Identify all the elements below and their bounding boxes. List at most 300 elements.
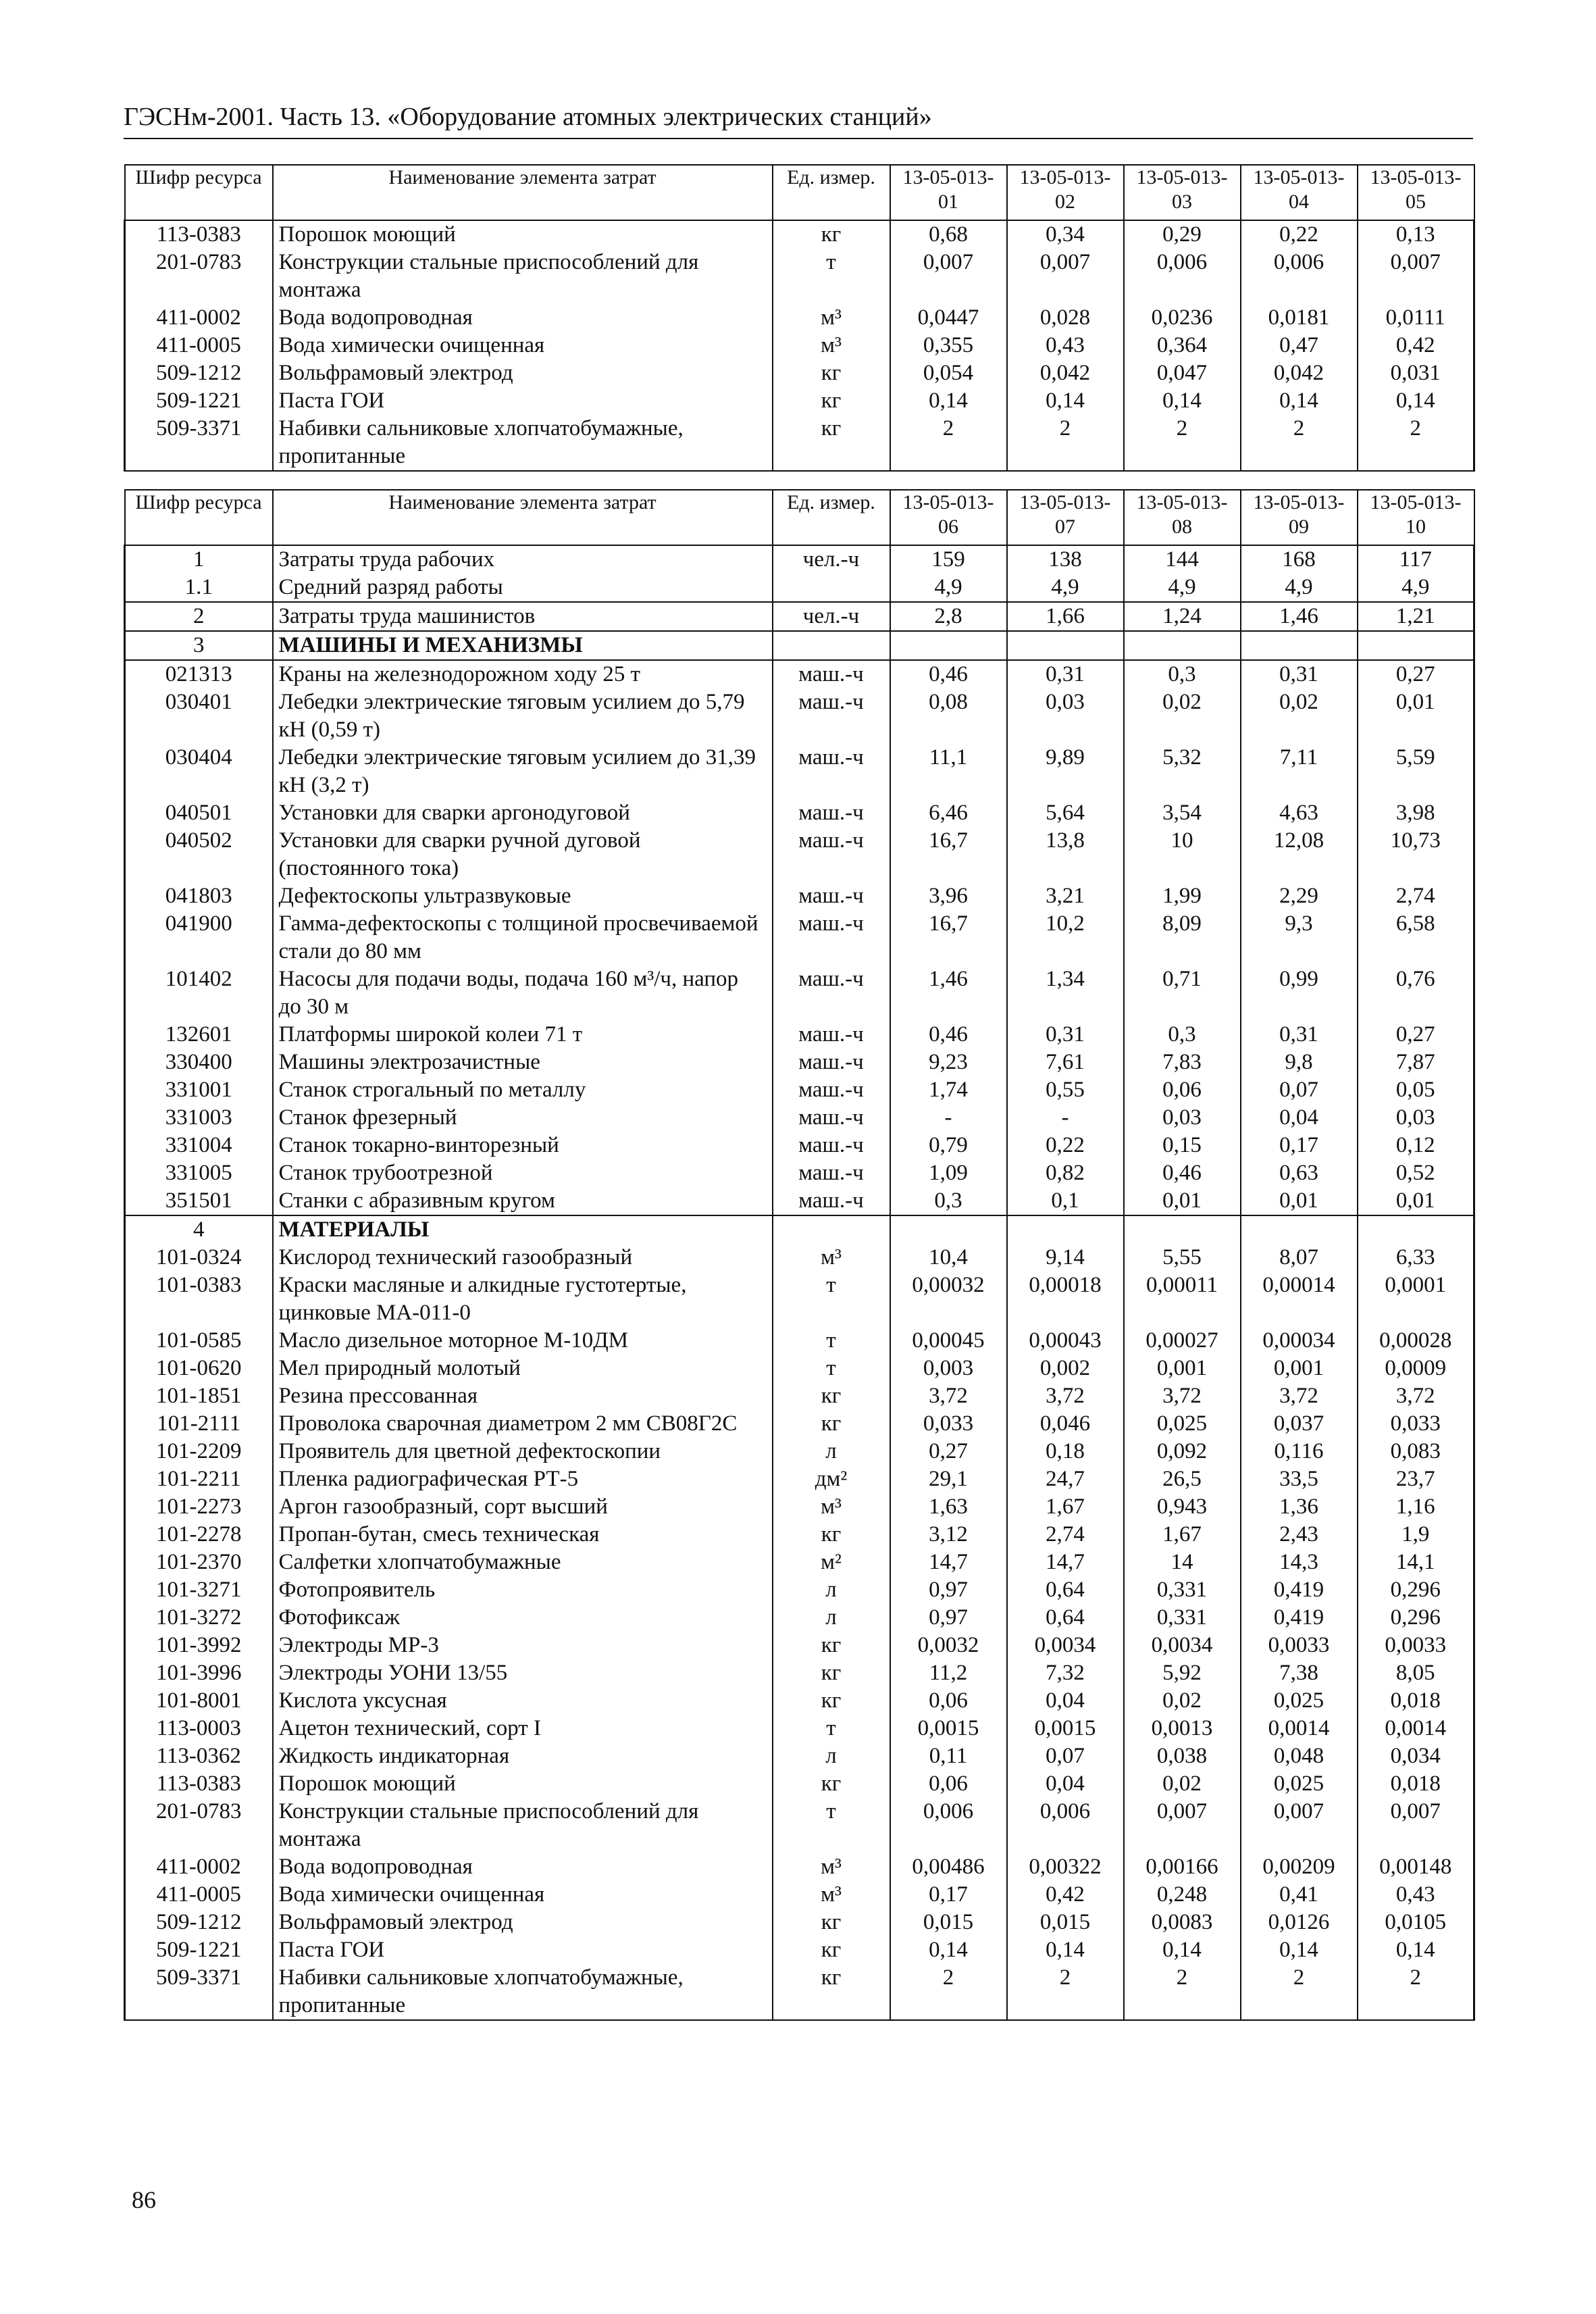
cell-value: 10,2 <box>1007 910 1124 965</box>
cell-value: 0,41 <box>1241 1881 1358 1909</box>
table-row <box>125 304 1474 332</box>
cell-name: Порошок моющий <box>273 220 773 249</box>
cell-unit: т <box>773 1272 890 1327</box>
cell-value: 0,68 <box>890 220 1007 249</box>
cell-code: 351501 <box>125 1187 273 1215</box>
cell-name: Дефектоскопы ультразвуковые <box>273 882 773 910</box>
column-header-name: Наименование элемента затрат <box>273 165 773 220</box>
table-row <box>125 1604 1474 1632</box>
cell-value: 2,29 <box>1241 882 1358 910</box>
cell-value: 0,82 <box>1007 1159 1124 1187</box>
cell-value: 0,00486 <box>890 1853 1007 1881</box>
cell-value: 0,04 <box>1241 1104 1358 1132</box>
cell-value: 0,46 <box>1124 1159 1241 1187</box>
cell-name: Лебедки электрические тяговым усилием до 31,39 кН (3,2 т) <box>273 744 773 799</box>
table-row <box>125 1549 1474 1576</box>
cell-value: 1,24 <box>1124 602 1241 631</box>
cell-value: 2 <box>890 415 1007 471</box>
table-row <box>125 1410 1474 1438</box>
cell-value: 0,14 <box>1358 387 1474 415</box>
cell-name: Краны на железнодорожном ходу 25 т <box>273 660 773 688</box>
cell-unit: м³ <box>773 304 890 332</box>
cell-value: 0,943 <box>1124 1493 1241 1521</box>
cell-value: 0,0015 <box>1007 1715 1124 1742</box>
column-header-code: Шифр ресурса <box>125 165 273 220</box>
cell-value: 8,07 <box>1241 1244 1358 1272</box>
cell-value: 14,3 <box>1241 1549 1358 1576</box>
cell-value: 0,14 <box>890 387 1007 415</box>
cell-value: 0,02 <box>1124 688 1241 744</box>
cell-code: 030401 <box>125 688 273 744</box>
cell-code: 101-2211 <box>125 1465 273 1493</box>
cell-code: 411-0005 <box>125 332 273 359</box>
cell-unit: кг <box>773 1382 890 1410</box>
section-row <box>125 631 1474 660</box>
cell-code: 509-3371 <box>125 415 273 471</box>
column-header-norm: 13-05-013-09 <box>1241 490 1358 545</box>
cell-value: 0,04 <box>1007 1770 1124 1798</box>
cell-code: 331005 <box>125 1159 273 1187</box>
cell-name: Станок фрезерный <box>273 1104 773 1132</box>
cell-value: 0,0032 <box>890 1632 1007 1659</box>
cell-code: 101-2209 <box>125 1438 273 1465</box>
table-row <box>125 1521 1474 1549</box>
cell-value: 0,003 <box>890 1355 1007 1382</box>
cell-value: 0,06 <box>890 1770 1007 1798</box>
cell-value: 0,001 <box>1124 1355 1241 1382</box>
cell-name: Насосы для подачи воды, подача 160 м³/ч, напор до 30 м <box>273 965 773 1021</box>
cell-value: 1,67 <box>1007 1493 1124 1521</box>
cell-value: 0,22 <box>1241 220 1358 249</box>
cell-value: 0,355 <box>890 332 1007 359</box>
cell-value: 0,0001 <box>1358 1272 1474 1327</box>
table-row <box>125 1438 1474 1465</box>
cell-code: 509-1221 <box>125 387 273 415</box>
cell-value: 0,55 <box>1007 1076 1124 1104</box>
cell-value: 29,1 <box>890 1465 1007 1493</box>
cell-value: 2 <box>1124 415 1241 471</box>
cell-value: 1,36 <box>1241 1493 1358 1521</box>
cell-unit: м³ <box>773 1493 890 1521</box>
cell-name: Вода химически очищенная <box>273 1881 773 1909</box>
cell-unit: кг <box>773 1770 890 1798</box>
cell-value: 0,00322 <box>1007 1853 1124 1881</box>
cell-value: 5,59 <box>1358 744 1474 799</box>
cell-code: 113-0362 <box>125 1742 273 1770</box>
cell-value: 0,042 <box>1241 359 1358 387</box>
cell-value: 0,3 <box>1124 1021 1241 1049</box>
table-row <box>125 545 1474 574</box>
cell-value: 2 <box>1241 415 1358 471</box>
cell-code: 030404 <box>125 744 273 799</box>
cell-unit: т <box>773 1327 890 1355</box>
cell-code: 113-0003 <box>125 1715 273 1742</box>
cell-value: 0,001 <box>1241 1355 1358 1382</box>
cell-value: 0,116 <box>1241 1438 1358 1465</box>
cell-value: 0,05 <box>1358 1076 1474 1104</box>
cell-value: 7,83 <box>1124 1049 1241 1076</box>
table-row <box>125 1272 1474 1327</box>
cell-value: 0,01 <box>1358 688 1474 744</box>
cell-value: 1,74 <box>890 1076 1007 1104</box>
cell-value: 9,14 <box>1007 1244 1124 1272</box>
table-row <box>125 1770 1474 1798</box>
table-row <box>125 1936 1474 1964</box>
cell-unit: чел.-ч <box>773 545 890 574</box>
cell-value <box>890 631 1007 660</box>
cell-name: Масло дизельное моторное М-10ДМ <box>273 1327 773 1355</box>
cell-value: 0,43 <box>1358 1881 1474 1909</box>
cell-name: Пропан-бутан, смесь техническая <box>273 1521 773 1549</box>
cell-value: 0,27 <box>890 1438 1007 1465</box>
table-row <box>125 1576 1474 1604</box>
cell-name: Порошок моющий <box>273 1770 773 1798</box>
cell-value: 0,01 <box>1358 1187 1474 1215</box>
cell-value: 0,17 <box>1241 1132 1358 1159</box>
table-row <box>125 415 1474 471</box>
table-row <box>125 359 1474 387</box>
cell-value: 6,33 <box>1358 1244 1474 1272</box>
cell-value: 7,87 <box>1358 1049 1474 1076</box>
table-row <box>125 1742 1474 1770</box>
cell-value: 0,0014 <box>1358 1715 1474 1742</box>
cell-value: 0,42 <box>1358 332 1474 359</box>
cell-value: 0,76 <box>1358 965 1474 1021</box>
cell-value: 2 <box>1358 1964 1474 2020</box>
cell-value: 0,3 <box>1124 660 1241 688</box>
cell-value: 4,9 <box>1241 574 1358 602</box>
cell-value: 14 <box>1124 1549 1241 1576</box>
cell-value: 0,042 <box>1007 359 1124 387</box>
cell-value: 26,5 <box>1124 1465 1241 1493</box>
page-number: 86 <box>132 2186 156 2213</box>
cell-unit: маш.-ч <box>773 688 890 744</box>
cell-value: 0,0126 <box>1241 1909 1358 1936</box>
cell-value: 0,0015 <box>890 1715 1007 1742</box>
table-row <box>125 1493 1474 1521</box>
cell-value <box>890 1215 1007 1244</box>
cell-value: 2,8 <box>890 602 1007 631</box>
cell-value <box>1007 1215 1124 1244</box>
cell-name: Вольфрамовый электрод <box>273 359 773 387</box>
cell-value: 0,13 <box>1358 220 1474 249</box>
cell-value: 0,02 <box>1124 1687 1241 1715</box>
cell-value: 0,033 <box>890 1410 1007 1438</box>
cell-value: 0,27 <box>1358 660 1474 688</box>
cell-unit: л <box>773 1604 890 1632</box>
cell-value: 7,38 <box>1241 1659 1358 1687</box>
cell-unit: кг <box>773 1659 890 1687</box>
cell-value: 7,11 <box>1241 744 1358 799</box>
cell-value: 0,42 <box>1007 1881 1124 1909</box>
cell-name: Платформы широкой колеи 71 т <box>273 1021 773 1049</box>
cell-value: 0,0014 <box>1241 1715 1358 1742</box>
cell-value: 8,09 <box>1124 910 1241 965</box>
cell-value: 6,58 <box>1358 910 1474 965</box>
cell-name: Кислород технический газообразный <box>273 1244 773 1272</box>
cell-value: 0,037 <box>1241 1410 1358 1438</box>
cell-value: 0,31 <box>1007 1021 1124 1049</box>
cell-value: 0,03 <box>1124 1104 1241 1132</box>
cell-unit: маш.-ч <box>773 660 890 688</box>
cell-value: 0,038 <box>1124 1742 1241 1770</box>
cell-code: 509-1212 <box>125 1909 273 1936</box>
cell-value: 0,08 <box>890 688 1007 744</box>
cell-value: - <box>1007 1104 1124 1132</box>
cell-name: Электроды МР-3 <box>273 1632 773 1659</box>
cell-value: - <box>890 1104 1007 1132</box>
cell-value: 33,5 <box>1241 1465 1358 1493</box>
cell-value: 0,296 <box>1358 1576 1474 1604</box>
cell-value: 0,06 <box>890 1687 1007 1715</box>
cell-value: 0,031 <box>1358 359 1474 387</box>
cell-value <box>1241 631 1358 660</box>
cell-value: 0,03 <box>1007 688 1124 744</box>
cell-code: 101-3996 <box>125 1659 273 1687</box>
cell-value: 1,63 <box>890 1493 1007 1521</box>
cell-name: Затраты труда машинистов <box>273 602 773 631</box>
cell-unit: чел.-ч <box>773 602 890 631</box>
cell-value: 0,00148 <box>1358 1853 1474 1881</box>
table-row <box>125 1659 1474 1687</box>
cell-value <box>1124 1215 1241 1244</box>
cell-unit: дм² <box>773 1465 890 1493</box>
cell-unit: маш.-ч <box>773 1021 890 1049</box>
cell-code: 411-0005 <box>125 1881 273 1909</box>
cell-value: 0,015 <box>1007 1909 1124 1936</box>
cell-value: 0,006 <box>1124 249 1241 304</box>
column-header-unit: Ед. измер. <box>773 165 890 220</box>
cell-value: 0,31 <box>1007 660 1124 688</box>
cell-value: 0,97 <box>890 1576 1007 1604</box>
cell-unit: т <box>773 1715 890 1742</box>
table-row <box>125 1465 1474 1493</box>
cell-value: 3,96 <box>890 882 1007 910</box>
cell-value: 1,46 <box>890 965 1007 1021</box>
cell-value: 117 <box>1358 545 1474 574</box>
cell-value: 168 <box>1241 545 1358 574</box>
table-row <box>125 799 1474 827</box>
cell-value: 0,025 <box>1241 1687 1358 1715</box>
cell-name: Мел природный молотый <box>273 1355 773 1382</box>
column-header-norm: 13-05-013-02 <box>1007 165 1124 220</box>
cell-name: Затраты труда рабочих <box>273 545 773 574</box>
cell-unit: маш.-ч <box>773 1104 890 1132</box>
cell-unit: т <box>773 249 890 304</box>
cell-value: 1,46 <box>1241 602 1358 631</box>
cell-name: Конструкции стальные приспособлений для монтажа <box>273 1798 773 1853</box>
cell-code: 509-1221 <box>125 1936 273 1964</box>
table-row <box>125 249 1474 304</box>
cell-value: 1,21 <box>1358 602 1474 631</box>
cell-value: 0,22 <box>1007 1132 1124 1159</box>
cell-value: 0,006 <box>1241 249 1358 304</box>
cell-value: 11,1 <box>890 744 1007 799</box>
cell-value: 0,296 <box>1358 1604 1474 1632</box>
cell-value: 0,01 <box>1241 1187 1358 1215</box>
table-row <box>125 1327 1474 1355</box>
table-row <box>125 1355 1474 1382</box>
cell-value: 2,74 <box>1007 1521 1124 1549</box>
cell-value: 4,9 <box>890 574 1007 602</box>
cell-value <box>1358 631 1474 660</box>
resource-table-1 <box>124 164 1475 472</box>
cell-unit: кг <box>773 1521 890 1549</box>
cell-value: 0,00028 <box>1358 1327 1474 1355</box>
cell-value: 1,67 <box>1124 1521 1241 1549</box>
cell-value: 0,14 <box>1124 1936 1241 1964</box>
cell-value: 9,23 <box>890 1049 1007 1076</box>
cell-value: 0,0105 <box>1358 1909 1474 1936</box>
cell-name: Набивки сальниковые хлопчатобумажные, пропитанные <box>273 415 773 471</box>
cell-value: 3,21 <box>1007 882 1124 910</box>
cell-unit <box>773 1215 890 1244</box>
cell-value: 0,331 <box>1124 1604 1241 1632</box>
cell-value: 0,14 <box>1241 387 1358 415</box>
cell-value: 1,9 <box>1358 1521 1474 1549</box>
cell-code: 113-0383 <box>125 1770 273 1798</box>
cell-value: 0,0181 <box>1241 304 1358 332</box>
cell-name: Проявитель для цветной дефектоскопии <box>273 1438 773 1465</box>
cell-value: 0,47 <box>1241 332 1358 359</box>
cell-code: 101-1851 <box>125 1382 273 1410</box>
cell-name: Резина прессованная <box>273 1382 773 1410</box>
cell-unit: маш.-ч <box>773 1132 890 1159</box>
cell-value: 0,00209 <box>1241 1853 1358 1881</box>
cell-code: 132601 <box>125 1021 273 1049</box>
cell-value: 0,00034 <box>1241 1327 1358 1355</box>
cell-value: 0,015 <box>890 1909 1007 1936</box>
cell-value: 0,14 <box>1358 1936 1474 1964</box>
cell-value: 1,09 <box>890 1159 1007 1187</box>
cell-value: 0,0033 <box>1241 1632 1358 1659</box>
cell-value: 0,0083 <box>1124 1909 1241 1936</box>
cell-code: 101-8001 <box>125 1687 273 1715</box>
cell-name: Электроды УОНИ 13/55 <box>273 1659 773 1687</box>
cell-code: 411-0002 <box>125 1853 273 1881</box>
table-row <box>125 1159 1474 1187</box>
cell-name: Аргон газообразный, сорт высший <box>273 1493 773 1521</box>
cell-code: 041900 <box>125 910 273 965</box>
cell-value: 2,43 <box>1241 1521 1358 1549</box>
cell-value: 0,79 <box>890 1132 1007 1159</box>
cell-value: 0,18 <box>1007 1438 1124 1465</box>
cell-name: МАТЕРИАЛЫ <box>273 1215 773 1244</box>
cell-code: 041803 <box>125 882 273 910</box>
cell-code: 4 <box>125 1215 273 1244</box>
cell-value: 13,8 <box>1007 827 1124 882</box>
cell-value: 2,74 <box>1358 882 1474 910</box>
cell-value: 14,7 <box>1007 1549 1124 1576</box>
cell-value: 0,07 <box>1007 1742 1124 1770</box>
table-row <box>125 1964 1474 2020</box>
cell-code: 331004 <box>125 1132 273 1159</box>
cell-value: 0,331 <box>1124 1576 1241 1604</box>
cell-value: 3,12 <box>890 1521 1007 1549</box>
cell-value: 3,98 <box>1358 799 1474 827</box>
cell-unit: кг <box>773 1936 890 1964</box>
table-row <box>125 1104 1474 1132</box>
section-row <box>125 1215 1474 1244</box>
cell-name: Станок трубоотрезной <box>273 1159 773 1187</box>
cell-name: Гамма-дефектоскопы с толщиной просвечиваемой стали до 80 мм <box>273 910 773 965</box>
cell-value: 0,15 <box>1124 1132 1241 1159</box>
cell-value: 12,08 <box>1241 827 1358 882</box>
cell-unit: маш.-ч <box>773 744 890 799</box>
cell-value: 138 <box>1007 545 1124 574</box>
cell-value: 3,54 <box>1124 799 1241 827</box>
cell-unit: кг <box>773 359 890 387</box>
column-header-norm: 13-05-013-04 <box>1241 165 1358 220</box>
cell-value: 0,00018 <box>1007 1272 1124 1327</box>
cell-value: 0,12 <box>1358 1132 1474 1159</box>
cell-value: 0,04 <box>1007 1687 1124 1715</box>
cell-code: 101-3992 <box>125 1632 273 1659</box>
cell-name: Установки для сварки ручной дуговой (постоянного тока) <box>273 827 773 882</box>
cell-unit: маш.-ч <box>773 827 890 882</box>
cell-value: 0,14 <box>1124 387 1241 415</box>
column-header-norm: 13-05-013-05 <box>1358 165 1474 220</box>
cell-value: 0,00014 <box>1241 1272 1358 1327</box>
cell-value: 0,007 <box>1124 1798 1241 1853</box>
cell-value: 0,97 <box>890 1604 1007 1632</box>
cell-name: Салфетки хлопчатобумажные <box>273 1549 773 1576</box>
cell-value: 4,9 <box>1007 574 1124 602</box>
table-row <box>125 1632 1474 1659</box>
cell-value: 0,06 <box>1124 1076 1241 1104</box>
cell-value: 0,14 <box>1241 1936 1358 1964</box>
header-rule <box>124 138 1473 139</box>
cell-name: Паста ГОИ <box>273 1936 773 1964</box>
cell-value: 0,0034 <box>1124 1632 1241 1659</box>
cell-value: 0,03 <box>1358 1104 1474 1132</box>
cell-value: 3,72 <box>1007 1382 1124 1410</box>
cell-value: 5,92 <box>1124 1659 1241 1687</box>
column-header-norm: 13-05-013-06 <box>890 490 1007 545</box>
column-header-unit: Ед. измер. <box>773 490 890 545</box>
cell-value: 0,033 <box>1358 1410 1474 1438</box>
column-header-code: Шифр ресурса <box>125 490 273 545</box>
cell-value: 2 <box>1241 1964 1358 2020</box>
cell-code: 101-3271 <box>125 1576 273 1604</box>
cell-unit: м³ <box>773 1853 890 1881</box>
cell-value: 0,27 <box>1358 1021 1474 1049</box>
cell-value: 9,8 <box>1241 1049 1358 1076</box>
cell-value: 2 <box>1007 415 1124 471</box>
cell-value: 0,31 <box>1241 1021 1358 1049</box>
cell-value: 8,05 <box>1358 1659 1474 1687</box>
cell-value: 7,61 <box>1007 1049 1124 1076</box>
table-row <box>125 1909 1474 1936</box>
cell-value: 0,00027 <box>1124 1327 1241 1355</box>
cell-value: 0,002 <box>1007 1355 1124 1382</box>
cell-unit: м³ <box>773 1881 890 1909</box>
cell-unit: маш.-ч <box>773 965 890 1021</box>
table-row <box>125 220 1474 249</box>
cell-value: 0,419 <box>1241 1604 1358 1632</box>
resource-table-2 <box>124 489 1475 2021</box>
cell-unit: кг <box>773 1964 890 2020</box>
column-header-norm: 13-05-013-01 <box>890 165 1007 220</box>
cell-unit <box>773 574 890 602</box>
cell-value: 0,006 <box>890 1798 1007 1853</box>
cell-code: 113-0383 <box>125 220 273 249</box>
cell-value: 0,00166 <box>1124 1853 1241 1881</box>
cell-value: 0,00032 <box>890 1272 1007 1327</box>
cell-value: 5,64 <box>1007 799 1124 827</box>
cell-value: 0,02 <box>1241 688 1358 744</box>
cell-value: 14,1 <box>1358 1549 1474 1576</box>
